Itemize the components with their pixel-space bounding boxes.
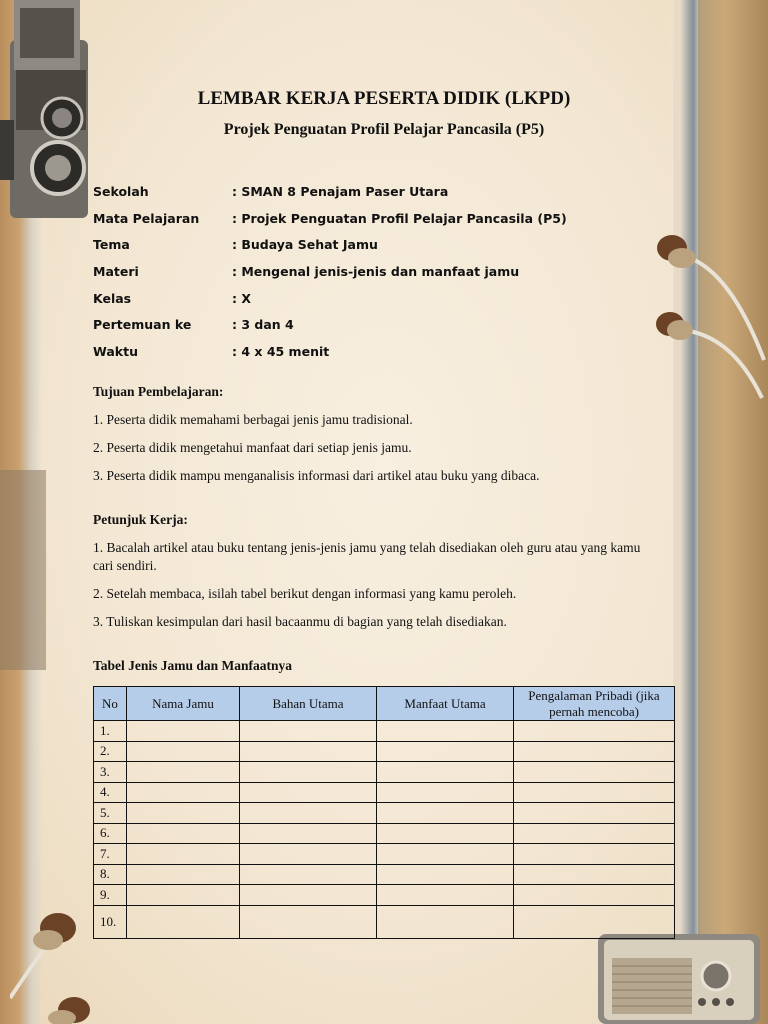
cell-bahan-utama[interactable] — [240, 721, 377, 742]
cell-nama-jamu[interactable] — [127, 721, 240, 742]
cell-nama-jamu[interactable] — [127, 885, 240, 906]
radio-icon — [598, 930, 760, 1024]
cell-manfaat-utama[interactable] — [377, 905, 514, 938]
cell-bahan-utama[interactable] — [240, 885, 377, 906]
cell-bahan-utama[interactable] — [240, 803, 377, 824]
page-title: LEMBAR KERJA PESERTA DIDIK (LKPD) — [197, 88, 571, 109]
cell-manfaat-utama[interactable] — [377, 803, 514, 824]
info-value: : SMAN 8 Penajam Paser Utara — [232, 183, 449, 199]
cell-nama-jamu[interactable] — [127, 741, 240, 762]
info-label: Sekolah — [93, 183, 149, 199]
cell-nama-jamu[interactable] — [127, 823, 240, 844]
tujuan-title: Tujuan Pembelajaran: — [93, 384, 224, 399]
cell-pengalaman[interactable] — [514, 864, 675, 885]
row-number: 9. — [94, 885, 127, 906]
info-row-pertemuan — [93, 311, 567, 338]
cell-bahan-utama[interactable] — [240, 782, 377, 803]
petunjuk-title: Petunjuk Kerja: — [93, 512, 188, 527]
row-number: 3. — [94, 762, 127, 783]
cell-pengalaman[interactable] — [514, 782, 675, 803]
jamu-table — [93, 686, 675, 939]
cell-bahan-utama[interactable] — [240, 762, 377, 783]
tujuan-item: 1. Peserta didik memahami berbagai jenis jamu tradisional. — [93, 412, 413, 427]
row-number: 1. — [94, 721, 127, 742]
cell-pengalaman[interactable] — [514, 741, 675, 762]
cell-pengalaman[interactable] — [514, 905, 675, 938]
info-row-kelas — [93, 285, 567, 312]
table-header-row — [94, 687, 675, 721]
row-number: 4. — [94, 782, 127, 803]
cell-manfaat-utama[interactable] — [377, 762, 514, 783]
cell-manfaat-utama[interactable] — [377, 885, 514, 906]
tujuan-item: 3. Peserta didik mampu menganalisis informasi dari artikel atau buku yang dibaca. — [93, 468, 540, 483]
info-row-waktu — [93, 338, 567, 365]
tujuan-item: 2. Peserta didik mengetahui manfaat dari setiap jenis jamu. — [93, 440, 412, 455]
petunjuk-item: 3. Tuliskan kesimpulan dari hasil bacaanmu di bagian yang telah disediakan. — [93, 614, 507, 629]
cell-nama-jamu[interactable] — [127, 844, 240, 865]
info-value: : Budaya Sehat Jamu — [232, 237, 378, 253]
row-number: 7. — [94, 844, 127, 865]
info-label: Tema — [93, 237, 130, 253]
row-number: 2. — [94, 741, 127, 762]
info-block — [93, 178, 567, 365]
petunjuk-item: 1. Bacalah artikel atau buku tentang jenis-jenis jamu yang telah disediakan oleh guru atau yang kamu cari sendiri. — [93, 540, 641, 573]
info-value: : Projek Penguatan Profil Pelajar Pancasila (P5) — [232, 210, 567, 226]
cell-manfaat-utama[interactable] — [377, 844, 514, 865]
cell-manfaat-utama[interactable] — [377, 823, 514, 844]
table-row — [94, 762, 675, 783]
cell-pengalaman[interactable] — [514, 885, 675, 906]
table-row — [94, 741, 675, 762]
cell-bahan-utama[interactable] — [240, 823, 377, 844]
info-value: : 4 x 45 menit — [232, 343, 330, 359]
cell-manfaat-utama[interactable] — [377, 864, 514, 885]
table-section — [93, 657, 292, 675]
cell-pengalaman[interactable] — [514, 721, 675, 742]
cell-nama-jamu[interactable] — [127, 905, 240, 938]
cell-nama-jamu[interactable] — [127, 803, 240, 824]
petunjuk-item: 2. Setelah membaca, isilah tabel berikut dengan informasi yang kamu peroleh. — [93, 586, 517, 601]
info-value: : 3 dan 4 — [232, 317, 294, 333]
table-row — [94, 864, 675, 885]
petunjuk-section — [93, 511, 663, 631]
column-header-bahan-utama: Bahan Utama — [240, 687, 377, 721]
acorn-icon — [652, 230, 768, 400]
row-number: 6. — [94, 823, 127, 844]
table-title: Tabel Jenis Jamu dan Manfaatnya — [93, 658, 293, 673]
page-subtitle: Projek Penguatan Profil Pelajar Pancasila (P5) — [223, 121, 545, 138]
info-label: Materi — [93, 263, 139, 279]
column-header-nama-jamu: Nama Jamu — [127, 687, 240, 721]
column-header-manfaat-utama: Manfaat Utama — [377, 687, 514, 721]
cell-bahan-utama[interactable] — [240, 844, 377, 865]
column-header-pengalaman-pribadi: Pengalaman Pribadi (jika pernah mencoba) — [514, 687, 675, 721]
row-number: 8. — [94, 864, 127, 885]
cell-bahan-utama[interactable] — [240, 905, 377, 938]
cell-pengalaman[interactable] — [514, 844, 675, 865]
info-value: : Mengenal jenis-jenis dan manfaat jamu — [232, 263, 520, 279]
info-label: Waktu — [93, 343, 138, 359]
cell-manfaat-utama[interactable] — [377, 782, 514, 803]
info-label: Mata Pelajaran — [93, 210, 200, 226]
cell-pengalaman[interactable] — [514, 823, 675, 844]
cell-pengalaman[interactable] — [514, 803, 675, 824]
cell-nama-jamu[interactable] — [127, 782, 240, 803]
camera-icon — [0, 0, 96, 222]
info-value: : X — [232, 290, 251, 306]
tujuan-section — [93, 383, 673, 485]
table-row — [94, 844, 675, 865]
table-row — [94, 885, 675, 906]
info-label: Pertemuan ke — [93, 317, 192, 333]
cell-bahan-utama[interactable] — [240, 741, 377, 762]
cell-manfaat-utama[interactable] — [377, 741, 514, 762]
cell-bahan-utama[interactable] — [240, 864, 377, 885]
table-row — [94, 905, 675, 938]
cell-pengalaman[interactable] — [514, 762, 675, 783]
table-row — [94, 803, 675, 824]
row-number: 10. — [94, 905, 127, 938]
cell-nama-jamu[interactable] — [127, 864, 240, 885]
info-row-mata-pelajaran — [93, 205, 567, 232]
acorn-icon — [10, 908, 100, 1024]
row-number: 5. — [94, 803, 127, 824]
column-header-no: No — [94, 687, 127, 721]
cell-nama-jamu[interactable] — [127, 762, 240, 783]
table-row — [94, 823, 675, 844]
table-row — [94, 782, 675, 803]
info-label: Kelas — [93, 290, 132, 306]
info-row-sekolah — [93, 178, 567, 205]
cell-manfaat-utama[interactable] — [377, 721, 514, 742]
info-row-materi — [93, 258, 567, 285]
table-row — [94, 721, 675, 742]
info-row-tema — [93, 231, 567, 258]
